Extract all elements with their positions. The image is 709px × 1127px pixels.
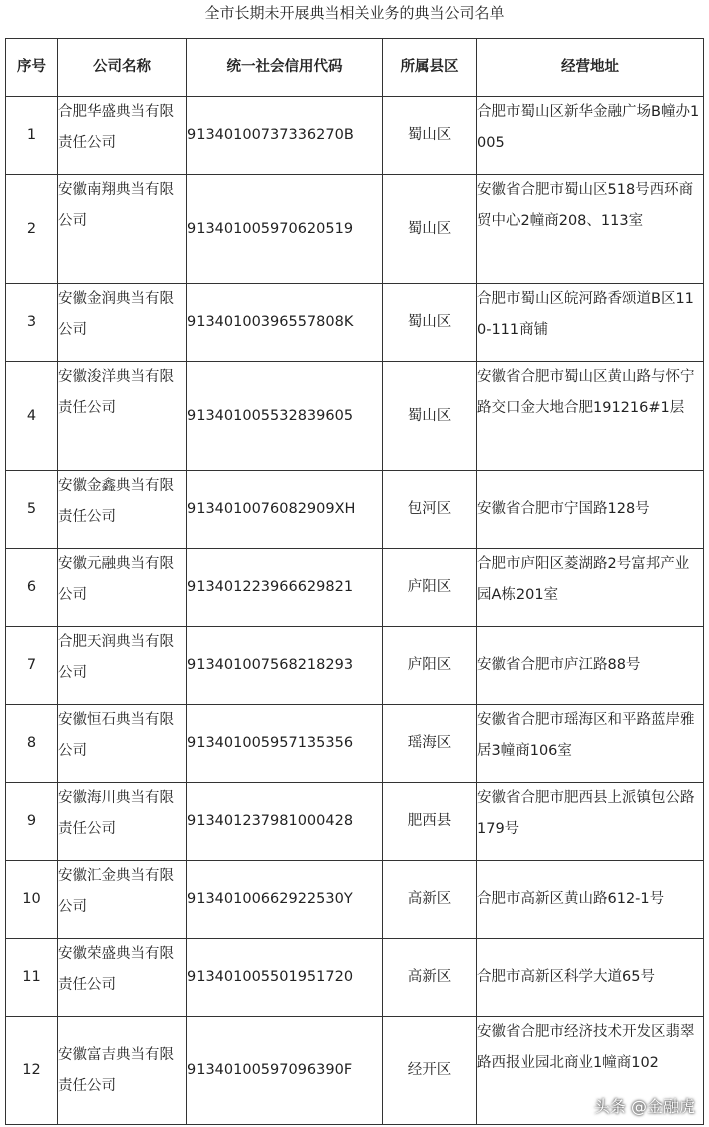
company-name: 合肥华盛典当有限责任公司	[58, 97, 187, 175]
district: 蜀山区	[383, 175, 477, 284]
row-index: 5	[6, 471, 58, 549]
district: 高新区	[383, 939, 477, 1017]
row-index: 6	[6, 549, 58, 627]
page-title: 全市长期未开展典当相关业务的典当公司名单	[204, 4, 505, 22]
district: 蜀山区	[383, 97, 477, 175]
table-row	[6, 549, 704, 627]
district: 庐阳区	[383, 627, 477, 705]
table-row	[6, 705, 704, 783]
credit-code: 913401005957135356	[187, 705, 383, 783]
table-row	[6, 939, 704, 1017]
address: 合肥市庐阳区菱湖路2号富邦产业园A栋201室	[477, 549, 704, 627]
company-name: 安徽汇金典当有限公司	[58, 861, 187, 939]
header-address: 经营地址	[477, 39, 704, 97]
address: 安徽省合肥市经济技术开发区翡翠路西报业园北商业1幢商102	[477, 1017, 704, 1125]
address: 合肥市高新区科学大道65号	[477, 939, 704, 1017]
header-name: 公司名称	[58, 39, 187, 97]
district: 蜀山区	[383, 362, 477, 471]
row-index: 8	[6, 705, 58, 783]
row-index: 3	[6, 284, 58, 362]
company-name: 安徽海川典当有限责任公司	[58, 783, 187, 861]
address: 安徽省合肥市宁国路128号	[477, 471, 704, 549]
table-row	[6, 284, 704, 362]
credit-code: 913401237981000428	[187, 783, 383, 861]
company-name: 安徽金鑫典当有限责任公司	[58, 471, 187, 549]
row-index: 7	[6, 627, 58, 705]
credit-code: 913401005501951720	[187, 939, 383, 1017]
company-name: 安徽元融典当有限公司	[58, 549, 187, 627]
district: 庐阳区	[383, 549, 477, 627]
row-index: 10	[6, 861, 58, 939]
company-name: 安徽富吉典当有限责任公司	[58, 1017, 187, 1125]
address: 安徽省合肥市肥西县上派镇包公路179号	[477, 783, 704, 861]
district: 经开区	[383, 1017, 477, 1125]
credit-code: 913401005970620519	[187, 175, 383, 284]
credit-code: 913401007568218293	[187, 627, 383, 705]
credit-code: 91340100737336270B	[187, 97, 383, 175]
company-name: 安徽金润典当有限公司	[58, 284, 187, 362]
company-name: 合肥天润典当有限公司	[58, 627, 187, 705]
header-district: 所属县区	[383, 39, 477, 97]
row-index: 9	[6, 783, 58, 861]
credit-code: 913401005532839605	[187, 362, 383, 471]
company-name: 安徽浚洋典当有限责任公司	[58, 362, 187, 471]
table-row	[6, 362, 704, 471]
district: 瑶海区	[383, 705, 477, 783]
company-name: 安徽南翔典当有限公司	[58, 175, 187, 284]
header-index: 序号	[6, 39, 58, 97]
company-name: 安徽恒石典当有限公司	[58, 705, 187, 783]
row-index: 2	[6, 175, 58, 284]
row-index: 11	[6, 939, 58, 1017]
address: 合肥市高新区黄山路612-1号	[477, 861, 704, 939]
table-header-row	[6, 39, 704, 97]
address: 安徽省合肥市蜀山区518号西环商贸中心2幢商208、113室	[477, 175, 704, 284]
credit-code: 91340100597096390F	[187, 1017, 383, 1125]
row-index: 12	[6, 1017, 58, 1125]
table-row	[6, 97, 704, 175]
table-row	[6, 627, 704, 705]
table-row	[6, 783, 704, 861]
company-name: 安徽荣盛典当有限责任公司	[58, 939, 187, 1017]
credit-code: 91340100662922530Y	[187, 861, 383, 939]
header-code: 统一社会信用代码	[187, 39, 383, 97]
district: 包河区	[383, 471, 477, 549]
address: 安徽省合肥市瑶海区和平路蓝岸雅居3幢商106室	[477, 705, 704, 783]
address: 安徽省合肥市庐江路88号	[477, 627, 704, 705]
address: 合肥市蜀山区新华金融广场B幢办1005	[477, 97, 704, 175]
table-row	[6, 471, 704, 549]
watermark: 头条 @金融虎	[593, 1097, 695, 1116]
district: 蜀山区	[383, 284, 477, 362]
district: 肥西县	[383, 783, 477, 861]
row-index: 1	[6, 97, 58, 175]
address: 合肥市蜀山区皖河路香颂道B区110-111商铺	[477, 284, 704, 362]
district: 高新区	[383, 861, 477, 939]
table-row	[6, 175, 704, 284]
table-row	[6, 861, 704, 939]
address: 安徽省合肥市蜀山区黄山路与怀宁路交口金大地合肥191216#1层	[477, 362, 704, 471]
pawnshop-table	[5, 38, 704, 1125]
row-index: 4	[6, 362, 58, 471]
credit-code: 91340100396557808K	[187, 284, 383, 362]
credit-code: 9134010076082909XH	[187, 471, 383, 549]
credit-code: 913401223966629821	[187, 549, 383, 627]
